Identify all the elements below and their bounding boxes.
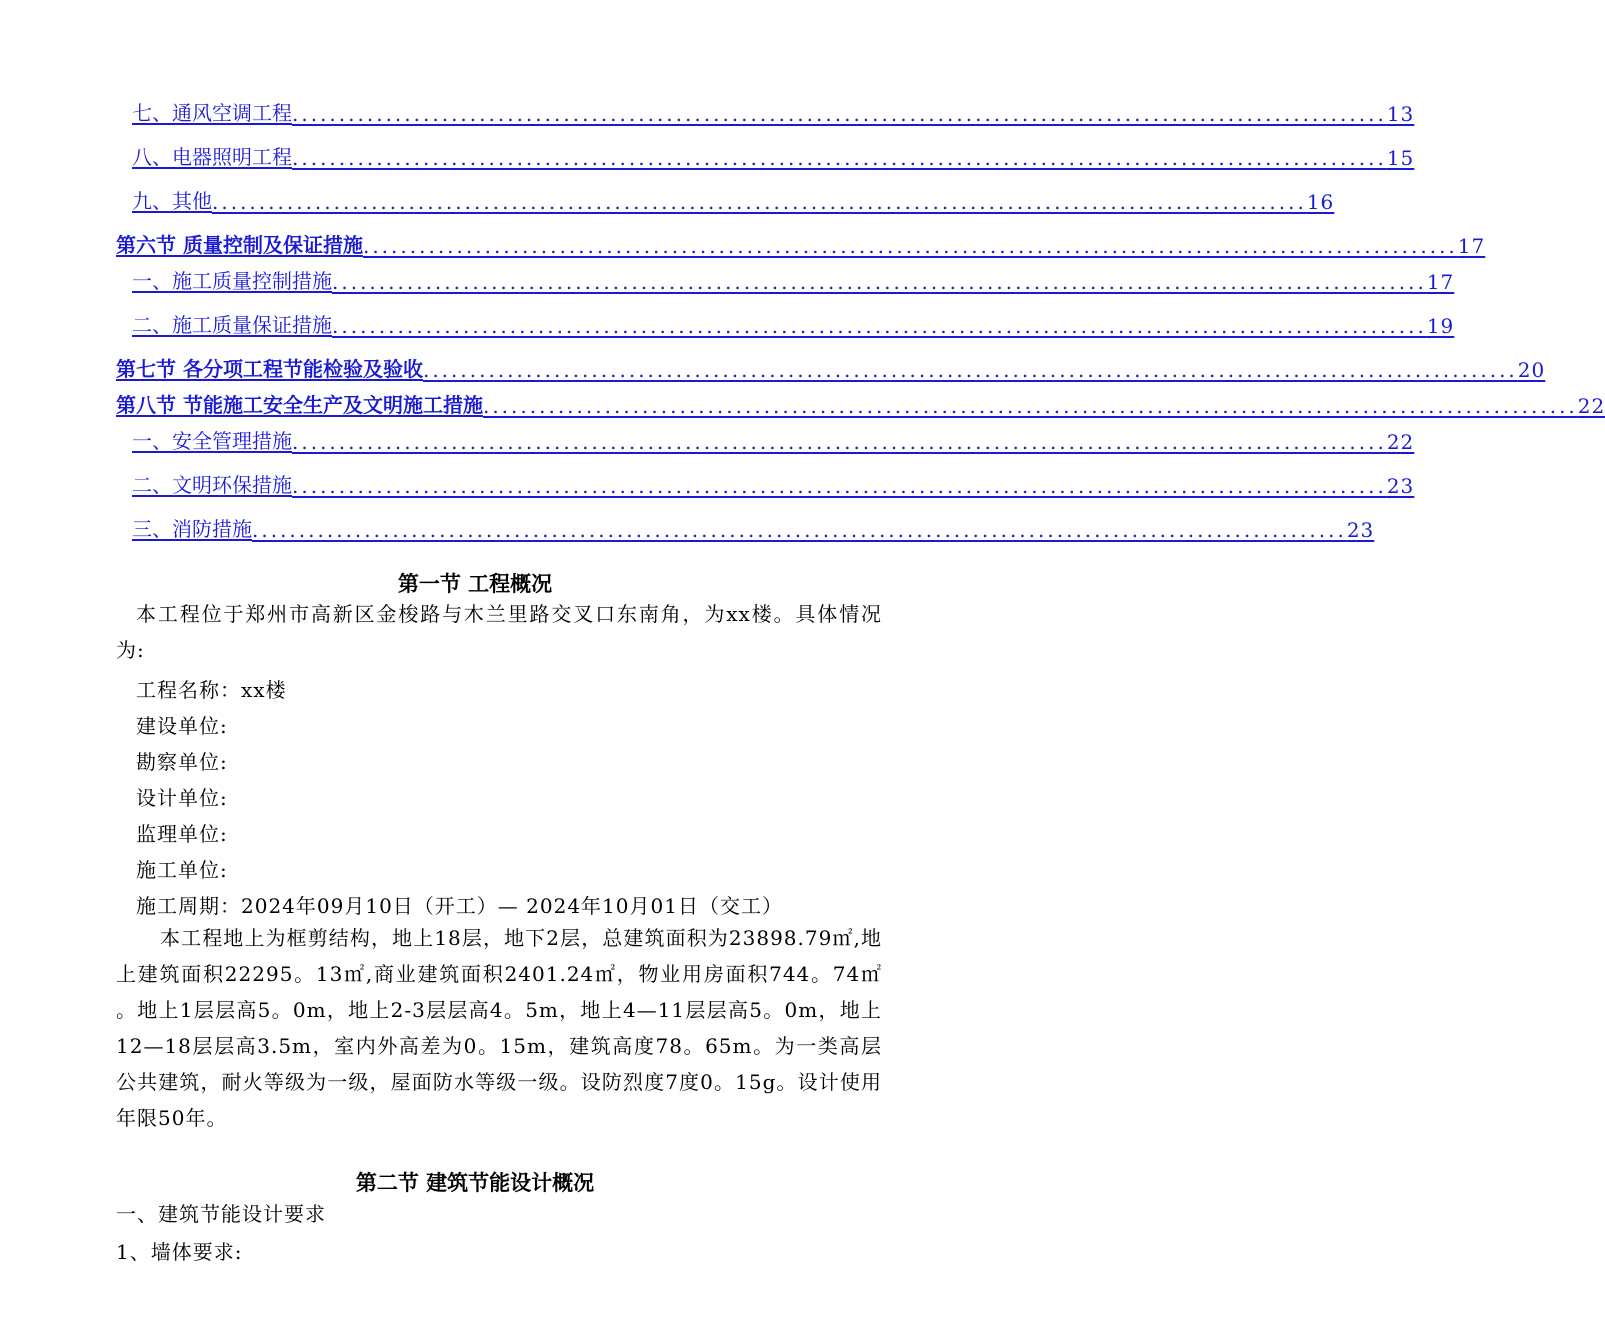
toc-entry-title: 第六节 质量控制及保证措施 [116, 233, 363, 257]
toc-leader-dots: ..................................................................................................................... [292, 430, 1387, 454]
toc-section-7[interactable] [116, 353, 1546, 382]
toc-entry-title: 第七节 各分项工程节能检验及验收 [116, 357, 423, 381]
section-2-wall-requirements: 1、墙体要求: [116, 1240, 243, 1264]
toc-entry-page: 17 [1457, 234, 1486, 258]
toc-leader-dots: ..................................................................................................................... [212, 190, 1307, 214]
toc-entry-page: 23 [1386, 474, 1415, 498]
toc-leader-dots: ..................................................................................................................... [362, 234, 1458, 258]
toc-entry-environment[interactable] [132, 469, 1415, 498]
section-1-heading: 第一节 工程概况 [397, 571, 553, 596]
field-designer: 设计单位: [136, 786, 228, 810]
toc-entry-title: 二、施工质量保证措施 [132, 313, 332, 337]
toc-entry-page: 16 [1306, 190, 1335, 214]
toc-entry-page: 17 [1426, 270, 1455, 294]
toc-entry-title: 一、安全管理措施 [132, 429, 292, 453]
toc-entry-other[interactable] [132, 185, 1335, 214]
toc-entry-title: 一、施工质量控制措施 [132, 269, 332, 293]
field-contractor: 施工单位: [136, 858, 228, 882]
toc-entry-page: 15 [1386, 146, 1415, 170]
toc-leader-dots: ..................................................................................................................... [292, 474, 1387, 498]
toc-entry-title: 三、消防措施 [132, 517, 252, 541]
field-supervisor: 监理单位: [136, 822, 228, 846]
toc-entry-title: 九、其他 [132, 189, 212, 213]
toc-leader-dots: ..................................................................................................................... [292, 146, 1387, 170]
toc-entry-page: 22 [1386, 430, 1415, 454]
toc-entry-title: 七、通风空调工程 [132, 101, 292, 125]
field-construction-period: 施工周期：2024年09月10日（开工）— 2024年10月01日（交工） [136, 894, 783, 918]
toc-entry-page: 13 [1386, 102, 1415, 126]
toc-leader-dots: ..................................................................................................................... [332, 270, 1427, 294]
toc-entry-page: 22 [1577, 394, 1605, 418]
toc-entry-page: 23 [1346, 518, 1375, 542]
toc-entry-lighting[interactable] [132, 141, 1415, 170]
toc-section-6[interactable] [116, 229, 1486, 258]
toc-entry-page: 20 [1517, 358, 1546, 382]
toc-entry-title: 二、文明环保措施 [132, 473, 292, 497]
toc-entry-title: 第八节 节能施工安全生产及文明施工措施 [116, 393, 483, 417]
toc-leader-dots: ..................................................................................................................... [482, 394, 1578, 418]
toc-entry-title: 八、电器照明工程 [132, 145, 292, 169]
toc-leader-dots: ..................................................................................................................... [332, 314, 1427, 338]
field-surveyor: 勘察单位: [136, 750, 228, 774]
section-1-intro: 本工程位于郑州市高新区金梭路与木兰里路交叉口东南角，为xx楼。具体情况为: [116, 602, 882, 662]
section-2-subheading: 一、建筑节能设计要求 [116, 1202, 326, 1226]
toc-entry-page: 19 [1426, 314, 1455, 338]
toc-leader-dots: ..................................................................................................................... [422, 358, 1518, 382]
section-1-description: 本工程地上为框剪结构，地上18层，地下2层，总建筑面积为23898.79㎡,地上建筑面积22295。13㎡,商业建筑面积2401.24㎡，物业用房面积744。74㎡ 。地上1层层高5。0m，地上2-3层层高4。5m，地上4—11层层高5。0m，地上12—18层层高3.5m，室内外高差为0。15m，建筑高度78。65m。为一类高层公共建筑，耐火等级为一级，屋面防水等级一级。设防烈度7度0。15g。设计使用年限50年。 [116, 926, 882, 1130]
toc-entry-quality-control[interactable] [132, 265, 1455, 294]
toc-entry-quality-assurance[interactable] [132, 309, 1455, 338]
toc-entry-fire[interactable] [132, 513, 1375, 542]
field-developer: 建设单位: [136, 714, 228, 738]
field-project-name: 工程名称：xx楼 [136, 678, 287, 702]
toc-section-8[interactable] [116, 389, 1605, 418]
toc-entry-safety[interactable] [132, 425, 1415, 454]
toc-leader-dots: ..................................................................................................................... [292, 102, 1387, 126]
toc-entry-ventilation[interactable] [132, 97, 1415, 126]
section-2-heading: 第二节 建筑节能设计概况 [355, 1170, 595, 1195]
toc-leader-dots: ..................................................................................................................... [252, 518, 1347, 542]
